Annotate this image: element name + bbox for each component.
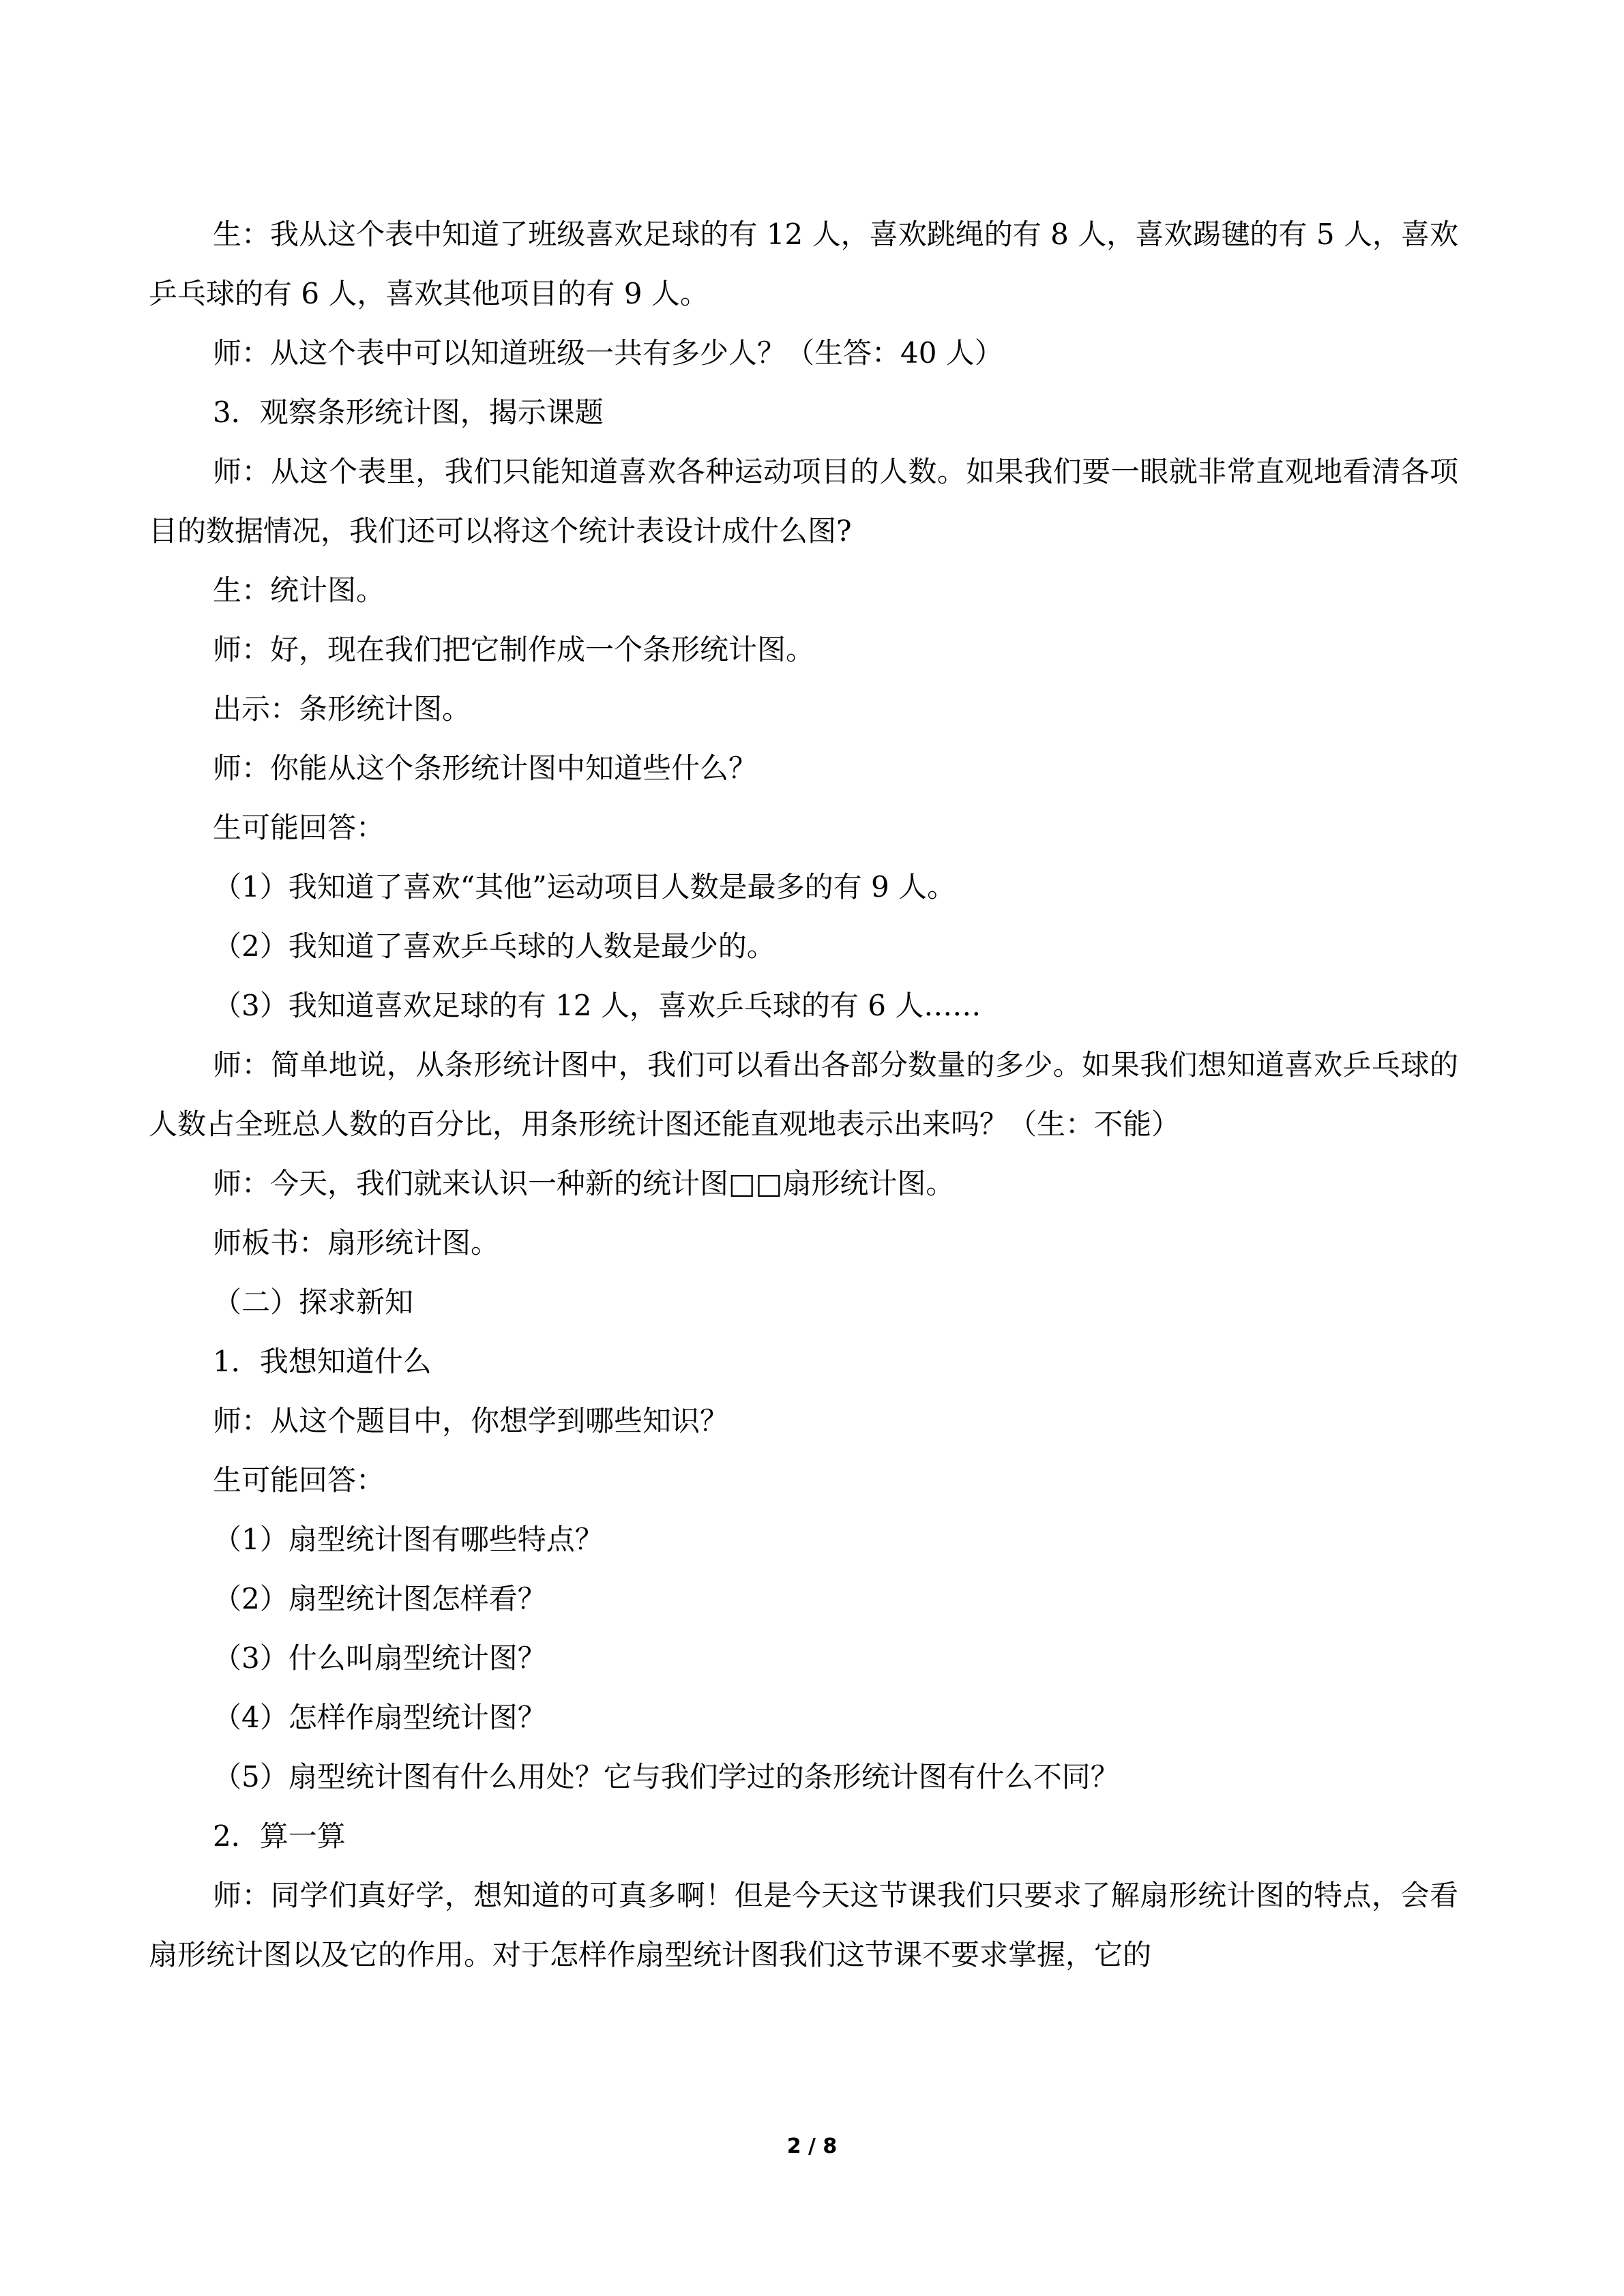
paragraph: （2）我知道了喜欢乒乓球的人数是最少的。	[213, 929, 776, 963]
document-body	[149, 205, 1458, 1984]
list-item: （1）扇型统计图有哪些特点？	[213, 1523, 604, 1556]
paragraph: 师：从这个表里，我们只能知道喜欢各种运动项目的人数。如果我们要一眼就非常直观地看清各项目的数据情况，我们还可以将这个统计表设计成什么图?	[149, 455, 1458, 548]
list-item: （5）扇型统计图有什么用处？它与我们学过的条形统计图有什么不同？	[213, 1760, 1119, 1793]
paragraph: 师：简单地说，从条形统计图中，我们可以看出各部分数量的多少。如果我们想知道喜欢乒乓球的人数占全班总人数的百分比，用条形统计图还能直观地表示出来吗？（生：不能）	[149, 1048, 1458, 1141]
paragraph: 生可能回答：	[213, 1463, 385, 1497]
paragraph: 师板书：扇形统计图。	[213, 1226, 500, 1259]
paragraph: 师：从这个题目中，你想学到哪些知识？	[213, 1404, 729, 1437]
list-item: （2）扇型统计图怎样看？	[213, 1582, 546, 1615]
paragraph: 师：同学们真好学，想知道的可真多啊！但是今天这节课我们只要求了解扇形统计图的特点，会看扇形统计图以及它的作用。对于怎样作扇型统计图我们这节课不要求掌握，它的	[149, 1879, 1458, 1971]
section-heading: （二）探求新知	[213, 1285, 414, 1319]
list-item: （3）什么叫扇型统计图？	[213, 1641, 546, 1675]
paragraph: 师：今天，我们就来认识一种新的统计图□□扇形统计图。	[213, 1167, 955, 1200]
paragraph: 师：你能从这个条形统计图中知道些什么？	[213, 751, 758, 785]
paragraph: 师：好，现在我们把它制作成一个条形统计图。	[213, 633, 815, 666]
paragraph: 生：我从这个表中知道了班级喜欢足球的有 12 人，喜欢跳绳的有 8 人，喜欢踢毽的有 5 人，喜欢乒乓球的有 6 人，喜欢其他项目的有 9 人。	[149, 218, 1458, 310]
paragraph: 3．观察条形统计图，揭示课题	[213, 396, 604, 429]
list-item: （4）怎样作扇型统计图？	[213, 1701, 546, 1734]
paragraph: （3）我知道喜欢足球的有 12 人，喜欢乒乓球的有 6 人……	[213, 989, 981, 1022]
page-number: 2 / 8	[786, 2134, 838, 2158]
paragraph: 师：从这个表中可以知道班级一共有多少人？（生答：40 人）	[213, 336, 1003, 370]
paragraph: （1）我知道了喜欢“其他”运动项目人数是最多的有 9 人。	[213, 870, 956, 904]
subsection-heading: 2．算一算	[213, 1819, 346, 1853]
paragraph: 生可能回答：	[213, 811, 385, 844]
paragraph: 生：统计图。	[213, 573, 385, 607]
subsection-heading: 1．我想知道什么	[213, 1345, 432, 1378]
paragraph: 出示：条形统计图。	[213, 692, 471, 726]
